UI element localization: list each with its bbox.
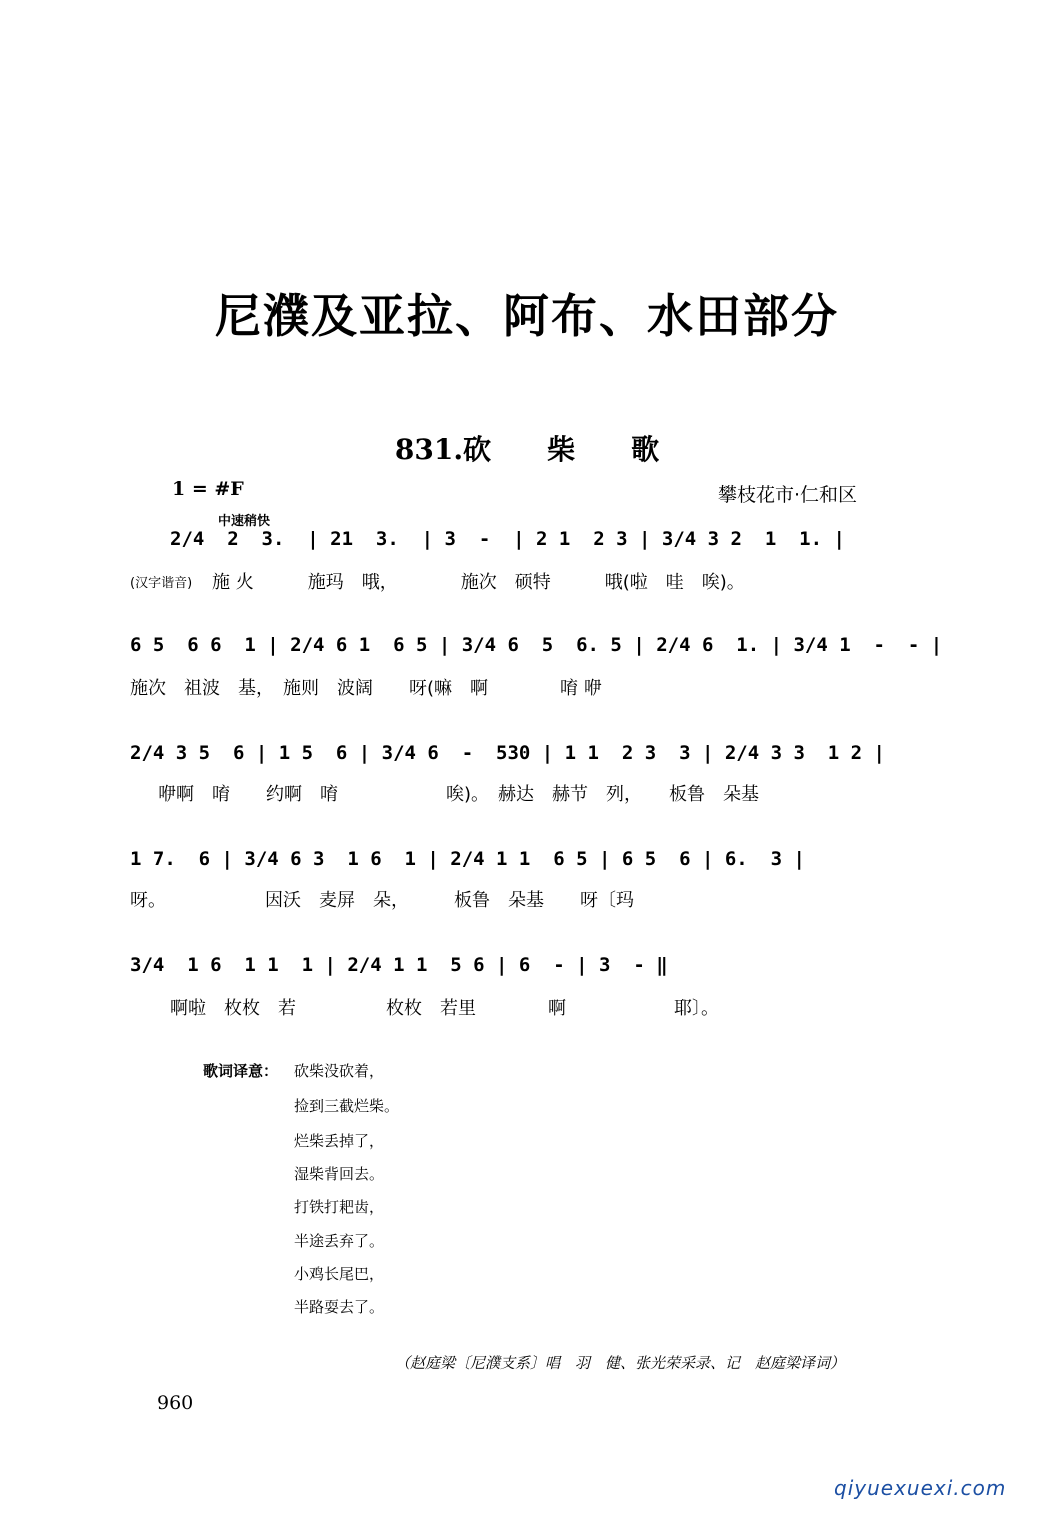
tempo-marking: 中速稍快 bbox=[218, 514, 271, 529]
credit-line: （赵庭梁〔尼濮支系〕唱 羽 健、张光荣采录、记 赵庭梁译词） bbox=[395, 1354, 846, 1372]
translation-line: 小鸡长尾巴， bbox=[294, 1265, 385, 1283]
translation-line: 打铁打耙齿， bbox=[294, 1198, 385, 1216]
translation-line: 湿柴背回去。 bbox=[294, 1165, 385, 1183]
page-number: 960 bbox=[157, 1392, 194, 1414]
lyric-line-1: 施 火 施玛 哦， 施次 硕特 哦(啦 哇 唉)。 bbox=[212, 572, 745, 593]
notation-line-3: 2/4 3 5 6 | 1 5 6 | 3/4 6 - 530 | 1 1 2 3 3 | 2/4 3 3 1 2 | bbox=[130, 742, 885, 764]
lyric-line-3: 咿啊 唷 约啊 唷 唉)。 赫达 赫节 列， 板鲁 朵基 bbox=[158, 784, 760, 805]
lyric-line-5: 啊啦 枚枚 若 枚枚 若里 啊 耶〕。 bbox=[170, 998, 719, 1019]
notation-line-5: 3/4 1 6 1 1 1 | 2/4 1 1 5 6 | 6 - | 3 - ‖ bbox=[130, 954, 668, 976]
section-title: 尼濮及亚拉、阿布、水田部分 bbox=[215, 289, 839, 343]
translation-line: 捡到三截烂柴。 bbox=[294, 1097, 400, 1115]
notation-line-2: 6 5 6 6 1 | 2/4 6 1 6 5 | 3/4 6 5 6. 5 | 2/4 6 1. | 3/4 1 - - | bbox=[130, 634, 943, 656]
lyric-line-2: 施次 祖波 基， 施则 波阔 呀(嘛 啊 唷 咿 bbox=[130, 678, 602, 699]
lyric-prefix: (汉字谐音) bbox=[130, 576, 193, 591]
translation-line: 烂柴丢掉了， bbox=[294, 1132, 385, 1150]
translation-label: 歌词译意： bbox=[203, 1062, 279, 1080]
region-label: 攀枝花市·仁和区 bbox=[718, 484, 858, 506]
lyric-line-4: 呀。 因沃 麦屏 朵， 板鲁 朵基 呀〔玛 bbox=[130, 890, 634, 911]
translation-line: 半途丢弃了。 bbox=[294, 1232, 385, 1250]
notation-line-4: 1 7. 6 | 3/4 6 3 1 6 1 | 2/4 1 1 6 5 | 6 5 6 | 6. 3 | bbox=[130, 848, 805, 870]
watermark-text: qiyuexuexi.com bbox=[834, 1476, 1007, 1500]
translation-line: 砍柴没砍着， bbox=[294, 1062, 385, 1080]
song-title: 831.砍 柴 歌 bbox=[394, 433, 660, 466]
key-signature: 1 = #F bbox=[172, 478, 244, 500]
translation-line: 半路耍去了。 bbox=[294, 1298, 385, 1316]
notation-line-1: 2/4 2 3. | 21 3. | 3 - | 2 1 2 3 | 3/4 3 2 1 1. | bbox=[170, 528, 845, 550]
